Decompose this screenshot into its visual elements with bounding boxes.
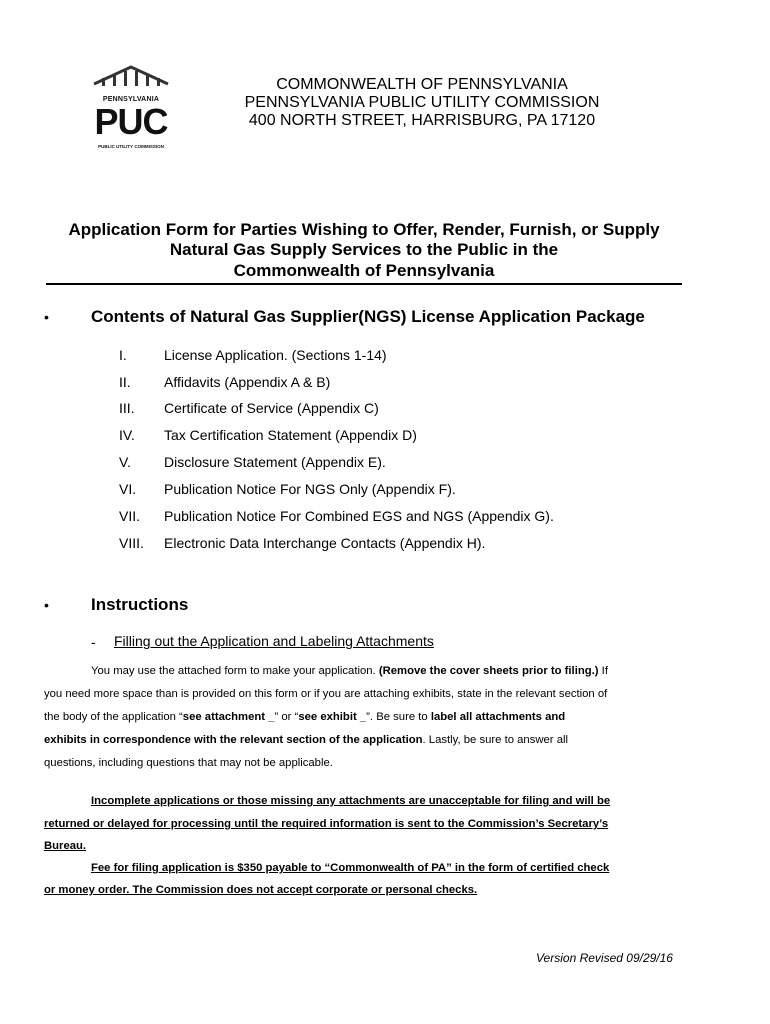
paragraph-line: the body of the application “see attachment _” or “see exhibit _”. Be sure to label all attachments and <box>44 711 566 723</box>
list-item-number: V. <box>119 454 131 470</box>
list-item-number: IV. <box>119 427 135 443</box>
title-line-3: Commonwealth of Pennsylvania <box>233 261 495 280</box>
logo-puc-text: PUC <box>94 101 168 142</box>
contents-heading: Contents of Natural Gas Supplier(NGS) License Application Package <box>91 307 645 326</box>
warning-line: returned or delayed for processing until the required information is sent to the Commission’s Secretary’s <box>44 818 609 830</box>
header-line-2: PENNSYLVANIA PUBLIC UTILITY COMMISSION <box>244 94 600 111</box>
list-item-number: I. <box>119 347 127 363</box>
version-label: Version Revised 09/29/16 <box>536 951 673 965</box>
warning-line: Bureau. <box>44 840 87 852</box>
list-item-text: Publication Notice For NGS Only (Appendix F). <box>164 481 456 497</box>
list-item-number: II. <box>119 374 131 390</box>
paragraph-line: questions, including questions that may not be applicable. <box>44 757 333 769</box>
paragraph-line: You may use the attached form to make your application. (Remove the cover sheets prior to filing.) If <box>91 665 608 677</box>
paragraph-line: exhibits in correspondence with the relevant section of the application. Lastly, be sure to answer all <box>44 734 568 746</box>
list-item-number: VIII. <box>119 535 144 551</box>
list-item-text: Affidavits (Appendix A & B) <box>164 374 331 390</box>
instructions-subheading: Filling out the Application and Labeling Attachments <box>114 633 434 649</box>
title-line-1: Application Form for Parties Wishing to Offer, Render, Furnish, or Supply <box>68 220 660 239</box>
logo-subtitle: PUBLIC UTILITY COMMISSION <box>98 144 164 149</box>
list-item-number: III. <box>119 400 135 416</box>
contents-bullet: • <box>44 309 49 325</box>
list-item-text: License Application. (Sections 1-14) <box>164 347 387 363</box>
fee-line: or money order. The Commission does not accept corporate or personal checks. <box>44 884 478 896</box>
title-line-2: Natural Gas Supply Services to the Public in the <box>169 240 559 259</box>
header-line-3: 400 NORTH STREET, HARRISBURG, PA 17120 <box>248 112 596 129</box>
list-item-text: Electronic Data Interchange Contacts (Appendix H). <box>164 535 486 551</box>
list-item-text: Certificate of Service (Appendix C) <box>164 400 379 416</box>
list-item-text: Tax Certification Statement (Appendix D) <box>164 427 417 443</box>
header-line-1: COMMONWEALTH OF PENNSYLVANIA <box>276 76 568 93</box>
list-item-number: VI. <box>119 481 137 497</box>
puc-logo <box>88 64 174 152</box>
list-item-text: Disclosure Statement (Appendix E). <box>164 454 386 470</box>
list-item-number: VII. <box>119 508 141 524</box>
subheading-dash: - <box>91 634 96 650</box>
list-item-text: Publication Notice For Combined EGS and NGS (Appendix G). <box>164 508 554 524</box>
fee-line: Fee for filing application is $350 payable to “Commonwealth of PA” in the form of certified check <box>91 862 610 874</box>
house-roof-icon <box>88 64 174 94</box>
logo-state-text: PENNSYLVANIA <box>102 96 160 103</box>
instructions-heading: Instructions <box>91 595 189 614</box>
paragraph-line: you need more space than is provided on this form or if you are attaching exhibits, state in the relevant section of <box>44 688 608 700</box>
warning-line: Incomplete applications or those missing any attachments are unacceptable for filing and will be <box>91 795 611 807</box>
title-divider <box>46 283 682 285</box>
instructions-bullet: • <box>44 597 49 613</box>
